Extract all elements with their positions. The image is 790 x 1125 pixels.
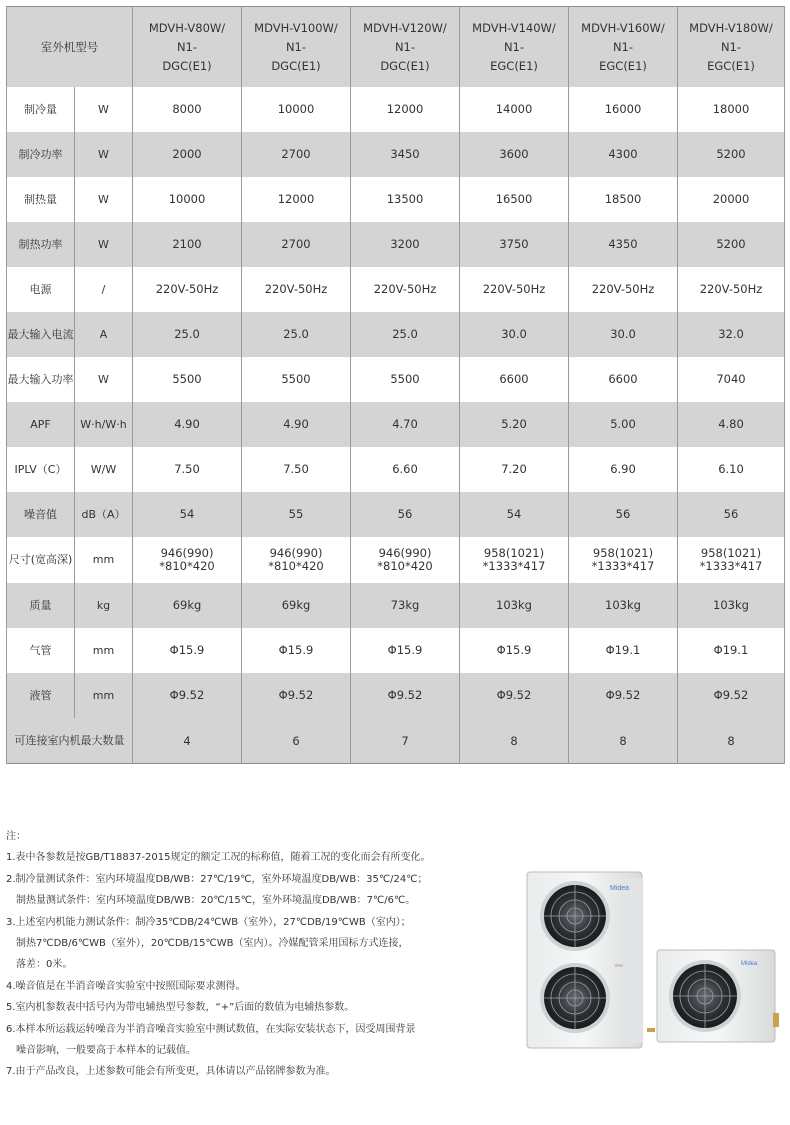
value-cell xyxy=(351,267,460,312)
row-label: IPLV（C） xyxy=(7,447,75,492)
value-cell xyxy=(133,87,242,132)
model-name-line: MDVH-V80W/ xyxy=(148,20,226,35)
spec-row-max-indoor xyxy=(7,718,785,764)
spec-table xyxy=(6,6,785,764)
value-text: 4.90 xyxy=(283,417,309,431)
value-cell xyxy=(569,492,678,537)
value-text: 5.20 xyxy=(501,417,527,431)
value-cell xyxy=(678,267,785,312)
value-cell xyxy=(460,492,569,537)
value-text: 220V-50Hz xyxy=(482,282,546,296)
note-line: 4.噪音值是在半消音噪音实验室中按照国际要求测得。 xyxy=(6,980,246,992)
spec-row xyxy=(7,87,785,132)
value-text: 25.0 xyxy=(392,327,418,341)
value-text: 6.10 xyxy=(718,462,744,476)
spec-row xyxy=(7,312,785,357)
spec-row xyxy=(7,177,785,222)
row-unit: mm xyxy=(75,628,133,673)
row-unit: W xyxy=(75,357,133,402)
value-cell xyxy=(678,357,785,402)
value-cell xyxy=(460,87,569,132)
row-label: 制冷量 xyxy=(7,87,75,132)
model-header-cell xyxy=(242,7,351,88)
value-text: 4.90 xyxy=(174,417,200,431)
value-cell xyxy=(351,447,460,492)
row-label: 电源 xyxy=(7,267,75,312)
value-cell xyxy=(569,222,678,267)
value-text: 12000 xyxy=(277,192,315,206)
value-text: 958(1021) *1333*417 xyxy=(482,546,546,573)
notes-section xyxy=(6,826,486,1083)
value-text: 18500 xyxy=(604,192,642,206)
value-text: 3450 xyxy=(390,147,420,161)
model-name-line: EGC(E1) xyxy=(490,58,538,73)
value-cell xyxy=(460,267,569,312)
note-line: 噪音影响，一般要高于本样本的记载值。 xyxy=(16,1045,196,1057)
value-cell: 7 xyxy=(351,718,460,764)
value-text: 18000 xyxy=(712,102,750,116)
note-line: 7.由于产品改良，上述参数可能会有所变更，具体请以产品铭牌参数为准。 xyxy=(6,1066,336,1078)
row-label: 气管 xyxy=(7,628,75,673)
value-text: 7.20 xyxy=(501,462,527,476)
note-line: 5.室内机参数表中括号内为带电辅热型号参数，“+”后面的数值为电辅热参数。 xyxy=(6,1002,355,1014)
value-cell xyxy=(569,402,678,447)
row-unit: A xyxy=(75,312,133,357)
row-unit: W xyxy=(75,132,133,177)
model-name-line: N1- xyxy=(285,39,307,54)
value-cell xyxy=(242,267,351,312)
value-cell xyxy=(460,447,569,492)
value-cell xyxy=(678,402,785,447)
value-text: 3600 xyxy=(499,147,529,161)
value-cell xyxy=(460,673,569,718)
value-text: 30.0 xyxy=(610,327,636,341)
spec-row xyxy=(7,222,785,267)
value-cell xyxy=(351,87,460,132)
value-cell xyxy=(678,673,785,718)
value-text: 56 xyxy=(397,507,413,521)
value-text: 958(1021) *1333*417 xyxy=(699,546,763,573)
model-name-line: MDVH-V180W/ xyxy=(689,20,773,35)
value-text: 25.0 xyxy=(174,327,200,341)
model-name-line: DGC(E1) xyxy=(162,58,212,73)
value-text: 6.90 xyxy=(610,462,636,476)
value-cell xyxy=(133,402,242,447)
value-text: 220V-50Hz xyxy=(591,282,655,296)
value-cell xyxy=(460,583,569,628)
model-header-cell xyxy=(133,7,242,88)
value-text: 5200 xyxy=(716,147,746,161)
model-name-line: EGC(E1) xyxy=(707,58,755,73)
value-cell xyxy=(351,222,460,267)
value-cell xyxy=(460,177,569,222)
row-label: 可连接室内机最大数量 xyxy=(7,718,133,764)
value-text: 14000 xyxy=(495,102,533,116)
outdoor-unit-large xyxy=(527,872,642,1048)
value-cell xyxy=(133,312,242,357)
value-cell xyxy=(569,132,678,177)
value-text: 5500 xyxy=(390,372,420,386)
model-name-line: MDVH-V160W/ xyxy=(581,20,665,35)
value-text: 220V-50Hz xyxy=(373,282,437,296)
row-unit: W·h/W·h xyxy=(75,402,133,447)
value-cell xyxy=(242,402,351,447)
row-label: 液管 xyxy=(7,673,75,718)
value-cell xyxy=(242,177,351,222)
value-text: 5.00 xyxy=(610,417,636,431)
model-header-cell xyxy=(351,7,460,88)
value-text: Φ15.9 xyxy=(169,643,205,657)
note-line: 6.本样本所运载运转噪音为半消音噪音实验室中测试数值，在实际安装状态下，因受周围背景 xyxy=(6,1023,416,1035)
value-text: 56 xyxy=(615,507,631,521)
value-cell xyxy=(569,177,678,222)
value-text: Φ9.52 xyxy=(278,688,314,702)
spec-row xyxy=(7,537,785,583)
svg-text:Midea: Midea xyxy=(741,961,758,967)
value-cell xyxy=(351,177,460,222)
spec-row xyxy=(7,132,785,177)
value-text: 54 xyxy=(179,507,195,521)
note-line: 1.表中各参数是按GB/T18837-2015规定的额定工况的标称值，随着工况的变化而会有所变化。 xyxy=(6,852,431,864)
value-text: Φ15.9 xyxy=(278,643,314,657)
model-header-cell xyxy=(678,7,785,88)
value-cell xyxy=(351,492,460,537)
row-unit: mm xyxy=(75,537,133,583)
note-line: 制热7℃DB/6℃WB（室外），20℃DB/15℃WB（室内）。冷媒配管采用国标方式连接， xyxy=(16,938,409,950)
model-name-line: N1- xyxy=(503,39,525,54)
value-cell xyxy=(242,583,351,628)
row-unit: dB（A） xyxy=(75,492,133,537)
value-text: 5200 xyxy=(716,237,746,251)
row-unit: / xyxy=(75,267,133,312)
value-cell xyxy=(242,312,351,357)
row-label: 最大输入电流 xyxy=(7,312,75,357)
value-text: 8000 xyxy=(172,102,202,116)
value-text: 6600 xyxy=(608,372,638,386)
value-cell xyxy=(460,132,569,177)
value-cell xyxy=(460,537,569,583)
product-photo xyxy=(515,868,785,1058)
value-text: Φ9.52 xyxy=(169,688,205,702)
value-text: 946(990) *810*420 xyxy=(268,546,324,573)
value-cell xyxy=(678,222,785,267)
value-cell xyxy=(569,357,678,402)
value-cell xyxy=(460,222,569,267)
value-text: 10000 xyxy=(277,102,315,116)
value-cell xyxy=(133,132,242,177)
value-text: 103kg xyxy=(713,598,749,612)
value-text: Φ9.52 xyxy=(496,688,532,702)
value-cell xyxy=(351,132,460,177)
value-text: 220V-50Hz xyxy=(699,282,763,296)
row-label: APF xyxy=(7,402,75,447)
spec-row xyxy=(7,673,785,718)
value-cell xyxy=(569,447,678,492)
value-text: 4.80 xyxy=(718,417,744,431)
value-text: 5500 xyxy=(281,372,311,386)
outdoor-unit-small xyxy=(647,950,779,1042)
value-cell xyxy=(678,583,785,628)
value-cell xyxy=(133,267,242,312)
spec-row xyxy=(7,267,785,312)
model-name-line: N1- xyxy=(176,39,198,54)
value-cell xyxy=(133,177,242,222)
value-cell xyxy=(569,628,678,673)
row-label: 制热功率 xyxy=(7,222,75,267)
value-cell: 8 xyxy=(678,718,785,764)
value-cell xyxy=(351,628,460,673)
value-cell xyxy=(242,222,351,267)
row-label: 制冷功率 xyxy=(7,132,75,177)
row-label: 制热量 xyxy=(7,177,75,222)
model-name-line: N1- xyxy=(394,39,416,54)
value-cell xyxy=(569,312,678,357)
spec-row xyxy=(7,402,785,447)
value-text: 220V-50Hz xyxy=(264,282,328,296)
value-text: 25.0 xyxy=(283,327,309,341)
value-text: 103kg xyxy=(496,598,532,612)
value-text: 946(990) *810*420 xyxy=(377,546,433,573)
value-cell xyxy=(133,447,242,492)
value-text: 3200 xyxy=(390,237,420,251)
value-text: 7040 xyxy=(716,372,746,386)
value-cell xyxy=(351,537,460,583)
row-label: 最大输入功率 xyxy=(7,357,75,402)
value-text: 958(1021) *1333*417 xyxy=(591,546,655,573)
row-label: 质量 xyxy=(7,583,75,628)
value-cell xyxy=(133,537,242,583)
model-name-line: MDVH-V100W/ xyxy=(254,20,338,35)
value-text: Φ15.9 xyxy=(496,643,532,657)
value-cell xyxy=(133,357,242,402)
value-cell xyxy=(678,492,785,537)
value-cell xyxy=(569,87,678,132)
value-cell xyxy=(242,87,351,132)
value-cell: 4 xyxy=(133,718,242,764)
model-name-line: N1- xyxy=(612,39,634,54)
row-label: 噪音值 xyxy=(7,492,75,537)
value-text: 7.50 xyxy=(174,462,200,476)
note-line: 制热量测试条件：室内环境温度DB/WB：20℃/15℃，室外环境温度DB/WB：7℃/6℃。 xyxy=(16,895,416,907)
value-cell xyxy=(678,177,785,222)
row-unit: W xyxy=(75,177,133,222)
value-text: 6600 xyxy=(499,372,529,386)
value-text: 54 xyxy=(506,507,522,521)
model-header-cell xyxy=(460,7,569,88)
row-unit: kg xyxy=(75,583,133,628)
value-text: 2100 xyxy=(172,237,202,251)
value-text: 13500 xyxy=(386,192,424,206)
value-cell xyxy=(569,583,678,628)
value-text: Φ9.52 xyxy=(387,688,423,702)
value-text: 16000 xyxy=(604,102,642,116)
value-cell xyxy=(351,673,460,718)
value-text: 73kg xyxy=(390,598,420,612)
spec-row xyxy=(7,492,785,537)
value-cell xyxy=(351,402,460,447)
value-cell xyxy=(460,357,569,402)
value-cell xyxy=(678,537,785,583)
value-cell: 6 xyxy=(242,718,351,764)
row-label: 尺寸(宽高深) xyxy=(7,537,75,583)
value-cell xyxy=(569,537,678,583)
spec-row xyxy=(7,628,785,673)
value-text: 69kg xyxy=(281,598,311,612)
value-text: Φ15.9 xyxy=(387,643,423,657)
value-cell xyxy=(133,492,242,537)
value-text: Φ9.52 xyxy=(713,688,749,702)
value-text: 32.0 xyxy=(718,327,744,341)
value-cell xyxy=(460,628,569,673)
value-cell: 8 xyxy=(569,718,678,764)
value-cell xyxy=(242,447,351,492)
value-cell xyxy=(569,673,678,718)
value-cell xyxy=(133,673,242,718)
model-name-line: DGC(E1) xyxy=(380,58,430,73)
row-unit: W xyxy=(75,87,133,132)
value-text: 12000 xyxy=(386,102,424,116)
value-text: 4300 xyxy=(608,147,638,161)
value-text: 946(990) *810*420 xyxy=(159,546,215,573)
value-text: 20000 xyxy=(712,192,750,206)
model-name-line: MDVH-V120W/ xyxy=(363,20,447,35)
model-name-line: N1- xyxy=(720,39,742,54)
value-cell xyxy=(569,267,678,312)
spec-row xyxy=(7,447,785,492)
value-cell xyxy=(242,357,351,402)
value-cell xyxy=(242,628,351,673)
spec-row xyxy=(7,583,785,628)
value-cell xyxy=(678,447,785,492)
value-cell xyxy=(678,628,785,673)
row-unit: mm xyxy=(75,673,133,718)
value-text: Φ19.1 xyxy=(605,643,641,657)
row-unit: W xyxy=(75,222,133,267)
value-text: 2700 xyxy=(281,147,311,161)
value-cell xyxy=(242,673,351,718)
value-text: Φ19.1 xyxy=(713,643,749,657)
value-cell xyxy=(351,583,460,628)
value-text: 4.70 xyxy=(392,417,418,431)
value-cell xyxy=(678,132,785,177)
value-cell: 8 xyxy=(460,718,569,764)
value-text: 30.0 xyxy=(501,327,527,341)
value-text: 2700 xyxy=(281,237,311,251)
row-unit: W/W xyxy=(75,447,133,492)
value-cell xyxy=(242,537,351,583)
value-cell xyxy=(460,402,569,447)
value-text: 6.60 xyxy=(392,462,418,476)
value-cell xyxy=(133,222,242,267)
value-text: 103kg xyxy=(605,598,641,612)
value-cell xyxy=(133,583,242,628)
value-text: 220V-50Hz xyxy=(155,282,219,296)
value-text: 10000 xyxy=(168,192,206,206)
value-text: 3750 xyxy=(499,237,529,251)
value-cell xyxy=(678,312,785,357)
value-cell xyxy=(133,628,242,673)
value-text: 7.50 xyxy=(283,462,309,476)
value-text: 5500 xyxy=(172,372,202,386)
value-text: 16500 xyxy=(495,192,533,206)
note-line: 3.上述室内机能力测试条件：制冷35℃DB/24℃WB（室外），27℃DB/19℃WB（室内）； xyxy=(6,916,411,928)
value-cell xyxy=(242,492,351,537)
value-cell xyxy=(460,312,569,357)
value-text: 55 xyxy=(288,507,304,521)
spec-row xyxy=(7,357,785,402)
value-text: Φ9.52 xyxy=(605,688,641,702)
model-name-line: MDVH-V140W/ xyxy=(472,20,556,35)
header-label: 室外机型号 xyxy=(7,7,133,88)
value-text: 2000 xyxy=(172,147,202,161)
header-row xyxy=(7,7,785,88)
value-text: 4350 xyxy=(608,237,638,251)
value-cell xyxy=(242,132,351,177)
value-text: 69kg xyxy=(172,598,202,612)
model-name-line: DGC(E1) xyxy=(271,58,321,73)
value-cell xyxy=(678,87,785,132)
model-name-line: EGC(E1) xyxy=(599,58,647,73)
notes-title: 注： xyxy=(6,831,26,842)
model-header-cell xyxy=(569,7,678,88)
value-cell xyxy=(351,312,460,357)
note-line: 2.制冷量测试条件：室内环境温度DB/WB：27℃/19℃，室外环境温度DB/WB：35℃/24℃； xyxy=(6,873,428,885)
value-cell xyxy=(351,357,460,402)
svg-text:Midea: Midea xyxy=(610,885,630,892)
value-text: 56 xyxy=(723,507,739,521)
note-line: 落差：0米。 xyxy=(16,959,73,971)
